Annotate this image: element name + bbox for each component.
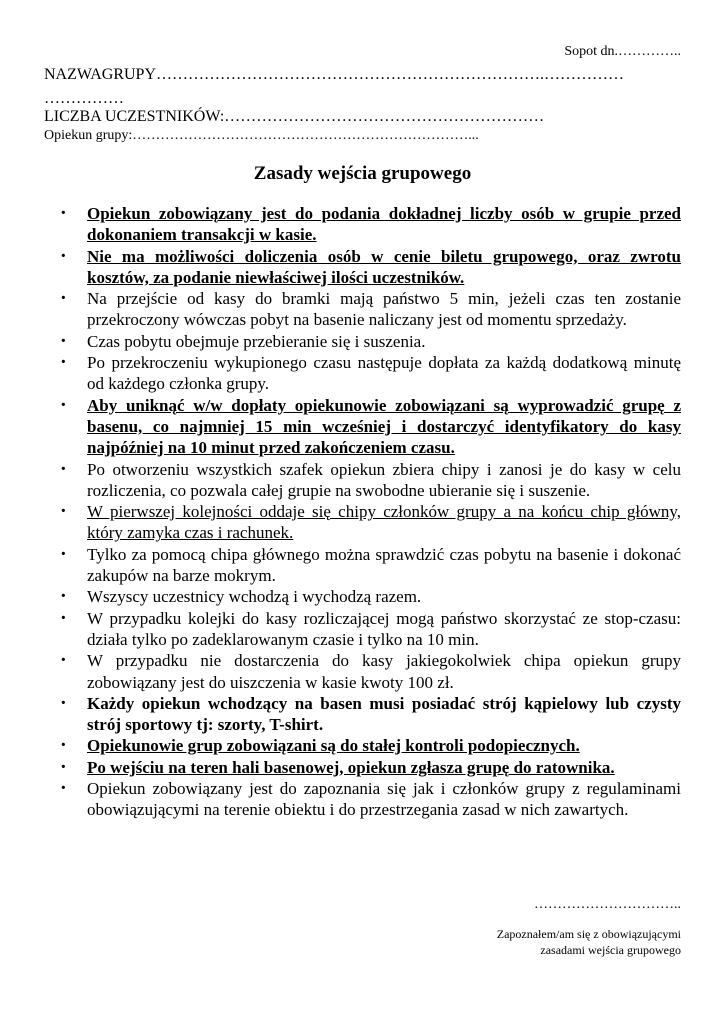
rule-item: · Opiekun zobowiązany jest do zapoznania się jak i członków grupy z regulaminami obowiązującymi na terenie obiektu i do przestrzegania zasad w nich zawartych. [58,778,681,821]
rule-item: · Aby uniknąć w/w dopłaty opiekunowie zobowiązani są wyprowadzić grupę z basenu, co najmniej 15 min wcześniej i dostarczyć identyfikatory do kasy najpóźniej na 10 minut przed zakończeniem czasu. [58,395,681,459]
acknowledgement-line-1: Zapoznałem/am się z obowiązującymi [496,927,681,941]
rule-item: · Po otworzeniu wszystkich szafek opiekun zbiera chipy i zanosi je do kasy w celu rozliczenia, co pozwala całej grupie na swobodne ubieranie się i suszenie. [58,459,681,502]
date-line: Sopot dn.………….. [564,44,681,59]
rule-item: · Czas pobytu obejmuje przebieranie się i suszenia. [58,331,681,352]
rules-list [58,203,681,821]
group-guardian-field: Opiekun grupy:………………………………………………………………... [44,128,479,143]
rule-item: · Opiekun zobowiązany jest do podania dokładnej liczby osób w grupie przed dokonaniem transakcji w kasie. [58,203,681,246]
rule-item: · Tylko za pomocą chipa głównego można sprawdzić czas pobytu na basenie i dokonać zakupów na barze mokrym. [58,544,681,587]
rule-item: · Każdy opiekun wchodzący na basen musi posiadać strój kąpielowy lub czysty strój sportowy tj: szorty, T-shirt. [58,693,681,736]
acknowledgement-line-2: zasadami wejścia grupowego [540,943,681,957]
rule-item: · Opiekunowie grup zobowiązani są do stałej kontroli podopiecznych. [58,735,681,756]
rule-item: · W przypadku nie dostarczenia do kasy jakiegokolwiek chipa opiekun grupy zobowiązany jest do uiszczenia w kasie kwoty 100 zł. [58,650,681,693]
page-title: Zasady wejścia grupowego [253,163,472,184]
acknowledgement-note [497,926,681,958]
rule-item: · Na przejście od kasy do bramki mają państwo 5 min, jeżeli czas ten zostanie przekroczony wówczas pobyt na basenie naliczany jest od momentu sprzedaży. [58,288,681,331]
rule-item: · Wszyscy uczestnicy wchodzą i wychodzą razem. [58,586,681,607]
signature-line: ………………………….. [534,897,681,912]
rule-item: · W pierwszej kolejności oddaje się chipy członków grupy a na końcu chip główny, który zamyka czas i rachunek. [58,501,681,544]
rule-item: · Nie ma możliwości doliczenia osób w cenie biletu grupowego, oraz zwrotu kosztów, za podanie niewłaściwej ilości uczestników. [58,246,681,289]
rule-item: · Po wejściu na teren hali basenowej, opiekun zgłasza grupę do ratownika. [58,757,681,778]
group-name-field: NAZWAGRUPY……………………………………………………………….…………… [44,66,624,83]
participants-count-field: LICZBA UCZESTNIKÓW:…………………………………………………… [44,108,545,125]
group-name-field-continuation: …………… [44,90,124,107]
rule-item: · W przypadku kolejki do kasy rozliczającej mogą państwo skorzystać ze stop-czasu: działa tylko po zadeklarowanym czasie i tylko na 10 min. [58,608,681,651]
rule-item: · Po przekroczeniu wykupionego czasu następuje dopłata za każdą dodatkową minutę od każdego członka grupy. [58,352,681,395]
